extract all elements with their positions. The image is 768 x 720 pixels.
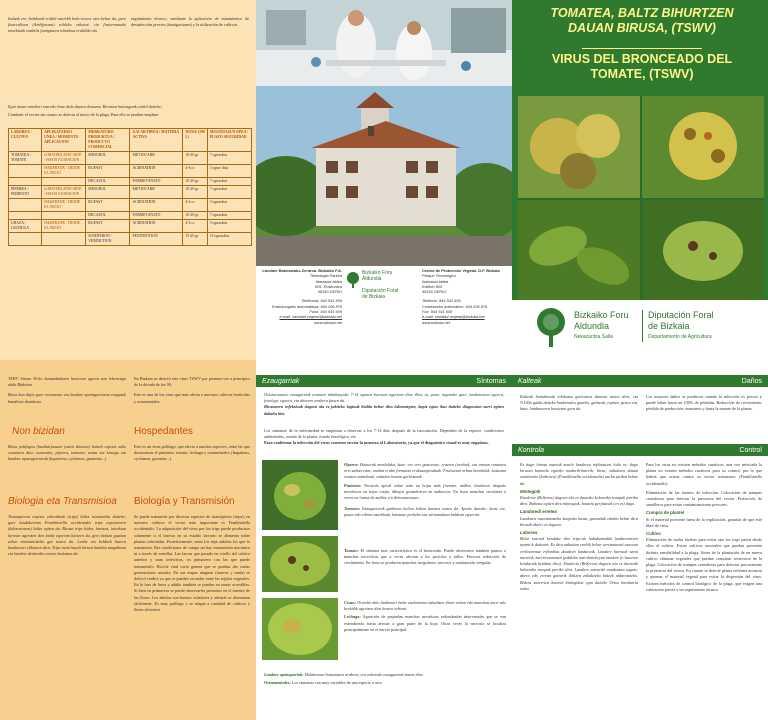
intro-right-text: seguimiento técnico, mediante la aplicación de tratamientos de desinfección previos (fumigaciones) y la utilización de cultivos. <box>131 16 249 28</box>
cover-title-eu: TOMATEA, BALTZ BIHURTZEN DAUAN BIRUSA, (TSWV) <box>550 6 734 35</box>
address-right-line: Fax: 944 541 608 <box>422 309 453 315</box>
table-row <box>9 233 252 246</box>
control-intro-es: Para los virus no existen métodos curativos, una vez infectada la planta no existen métodos curativos para su control, por lo que habría que actuar contra su vector transmisor (Frankliniella occidentalis). <box>646 462 762 486</box>
logo-org-1: Bizkaiko Foru <box>362 270 393 276</box>
lab-scientists-image <box>256 0 512 86</box>
cover-logo-es3: Departamento de Agricultura <box>648 334 712 340</box>
lettuce-photo <box>262 598 338 660</box>
table-cell: RUFAST <box>86 220 130 233</box>
control-eu-text-1: Emaleria (Belferoa) dagoen ala ez dantoko kolorezko tranpak jarriko dira. Babestu egiten dira mintegiak, batartu gerjiazeak (en ez) dago. <box>520 495 638 507</box>
control-bar-es: Control <box>739 446 762 454</box>
panel-bottom-left <box>0 360 256 720</box>
table-cell: 7 egunekoa <box>207 152 251 165</box>
col-header: APLIKATZEKO UNEA / MOMENTO APLICACION <box>42 129 86 152</box>
table-caption-eu: Egin ninan emaltori rzarriko hoze dula duzten desnunu. Bereziaz batrezgoak erabil daiteke; <box>8 104 163 109</box>
table-row <box>9 186 252 199</box>
address-left <box>260 268 342 325</box>
damage-text-es: Los mayores daños se producen cuando la infección es precoz y puede haber hasta un 100% de pérdidas. Reducción de crecimiento, pérdida de producción, enanismo y hasta la muerte de la planta. <box>646 394 762 412</box>
contact-area <box>256 266 512 360</box>
pepper-photo <box>262 460 338 530</box>
col-header: GAI AKTIBOA / MATERIA ACTIVA <box>130 129 183 152</box>
cover-logo-es1: Diputación Foral <box>648 310 714 320</box>
address-right-line: Edificio 800 <box>422 283 443 289</box>
cover-photos <box>518 96 764 302</box>
table-caption-es: Combatir el vector sin cuanto se detecta al inicio de la plaga. Para ello se pueden emplear: <box>8 112 160 117</box>
table-cell: 10-20 gr <box>183 212 207 220</box>
logo-org-2: Aldundia <box>362 276 382 282</box>
panel-bottom-right <box>512 360 768 720</box>
tomato-leaf-symptom-image <box>262 536 338 592</box>
address-left-title: Landare Babesarako Zentroa. Bizkaiko F.A. <box>262 268 342 273</box>
logo-org-4: de Bizkaia <box>362 294 386 300</box>
table-cell: 4-6 cc <box>183 220 207 233</box>
control-eu-text-2: Landarea ostuntziatzeko kanpoko hasta, garantiak edukin behar dira birusik ekarri ez dagoen. <box>520 515 638 527</box>
table-cell: 10-20 gr <box>183 178 207 186</box>
control-eu-head-2: Landaredi erretea <box>520 509 557 515</box>
damage-text-eu: Kalteak hamabosak inhikatza gisetxatea dausan izaten dira, eta %100a galda daiteke haskirnales ganeko, galtzeak, espitzo, geura eta, bata, landareuren hotsietan gera da. <box>520 394 638 412</box>
table-cell: 3 egunekoa <box>207 220 251 233</box>
address-right-line: 48160 DERIO <box>422 289 447 295</box>
table-cell: 7 egunekoa <box>207 178 251 186</box>
symptom-tomato-es: Tomate: El síntoma más característico es el bronceado. Puede observarse también puntos o manchas necróticas que a veces afectan a los peciolos y tallos. Provoca reducción de crecimiento. En fruto se producen manchas irregulares, necrosis y maduración irregular. <box>344 548 506 566</box>
table-cell: 7 egunekoa <box>207 212 251 220</box>
cover-logo-divider <box>642 310 643 342</box>
address-left-line: 48160 DERIO <box>317 289 342 295</box>
cover-title-divider <box>582 48 702 49</box>
tomato-photo <box>262 536 338 592</box>
table-cell <box>9 212 42 220</box>
control-bar <box>512 444 768 456</box>
table-cell: FORMETANATO <box>130 212 183 220</box>
control-eu-column <box>520 462 638 714</box>
intro-eu-p1: TSWV birusa 90.ko hamarkadaren hasieran agertu zan lehenengo aldiz Bizkaian. <box>8 376 126 388</box>
table-cell: 10-20 gr <box>183 152 207 165</box>
table-cell: 10-20 gr <box>183 186 207 199</box>
table-cell: 15 egunekoa <box>207 233 251 246</box>
pepper-symptom-image <box>262 460 338 530</box>
body-biologia-eu: Tisanopteroa espezie ezberdinak (trips) bidez transmititu daiteke; gure landaketetan Frankliniella occidentalis trips espeziearen (hdezenearen) bidez egiten da. Birusa trips bidez, hartzea, intsektua lurrean agertzen den larba egoeran hartzen du, gero bizitza guztian zehar transmititzeko gai izaten da. Larba eta helduek batera landareari elikatzen dira. Trips mota hauek birusa hainbat mugakizun eta landare desberdin artean hedatzen du. <box>8 514 126 557</box>
table-cell: 7 egunekoa <box>207 186 251 199</box>
table-cell: DECAZOL <box>86 212 130 220</box>
table-cell: FENITROTION <box>130 233 183 246</box>
insecticide-table <box>8 128 252 246</box>
address-left-line: Teknologia Parkea <box>309 273 342 279</box>
symptom-pepper-es: Pimiento: Necrosis apical sobre todo en hojas más jóvenes, anillos cloróticos después necróticos en hojas viejas, dibujos geométricos en arabescos. En fruto manchas circulares a veces en forma de anillos y/o deformaciones. <box>344 482 507 501</box>
intro-eu <box>8 376 126 405</box>
table-row <box>9 220 252 233</box>
table-cell: HASIERATIK / DESDE EL INICIO <box>42 220 86 233</box>
table-cell <box>9 165 42 178</box>
control-es-text-3: Eliminación de malas hierbas para evitar que los trips pasen desde ellas al cultivo. Evitar cultivos asociados que puedan presentar distinta sensibilidad a la plaga. Antes de la plantación de un nuevo cultivo eliminar vegetales que puedan constituir reservorio de la plaga. Colocación de trampas cromáticas para detectar precozmente la presencia del vector. En cuanto se detecte planta enferma arrancar y quemar el material vegetal para evitar la dispersión del virus. Existen métodos de control biológico de la plaga, que exigen una valoración previa y un seguimiento técnico. <box>646 537 762 592</box>
table-cell: 4-6 cc <box>183 165 207 178</box>
intro-left-text: Induak ere; holahook erabili aurrekh hola-rezeoe ezin behar da; gero finsecalioen (Ambfyseam) soldeko eskoaut. cin finsta-mataks intsektuak enabiliz fumigasera tekmikoa erabiliko da. <box>8 16 126 34</box>
control-eu-text-3: Belar txarrak kendube dire trips-ak habakomoduk landaretarren ayumi-k daitezen. Ez dira nabaitan erabili behar zereiminenti aurrean erriloarenaz erfionlina daudeen landareak. Landare hurruak sarta aurretik, zurrienoanetzat gedaleko uan-daitekeyan landare (e-lasteren kenduriak kendutu dira). Emaleria (Belferoa) dagoen ala ez duenetik kolorezko tranpak jarriko dira. Landare zezeartik emakoztua zagote, abera edo errean gainetik ibiltzea zabaltzeko bidezk aldaroztzeko. Bidera zuzerrien kontrol biologikoa egin daiteke Orius harakaria sartu. <box>520 536 638 591</box>
intro-es-p1: En Bizkaia se detectó este virus TSWV por primera vez a principios de la década de los 90. <box>134 376 250 388</box>
table-cell: ACRINATRIN <box>130 220 183 233</box>
table-cell: PIPERRA / PIMIENTO <box>9 186 42 199</box>
control-es-column <box>646 462 762 714</box>
table-cell <box>9 233 42 246</box>
cover-logo-block <box>512 300 768 360</box>
bizkaia-tree-logo-icon <box>534 308 568 348</box>
intro-es <box>134 376 250 405</box>
address-right-line: Teléfono: 944 541 609 <box>422 298 461 304</box>
body-non-bizidan: Birus polifagoa (hazibat)ausari (uzten dituena) hainek espezie asko erasotzen ditu: esaterako, piperra, tomatea, uraza eta letxuga eta landare apaingarriarak (hupatiens, cyclamen, gazanias...). <box>8 444 126 462</box>
panel-top-center <box>256 0 512 360</box>
address-right-line: Parque Tecnológico <box>422 273 457 279</box>
col-header: LABOREA / CULTIVO <box>9 129 42 152</box>
col-header: MERKATURO PRODUKTUA / PRODUCTO COMERCIAL <box>86 129 130 152</box>
table-cell: URAZA / LECHUGA <box>9 220 42 233</box>
cover-logo-eu3: Nekazaritza Saila <box>574 334 613 340</box>
tree-logo-icon <box>346 272 360 288</box>
table-row <box>9 199 252 212</box>
table-cell: ACRINATRIN <box>130 199 183 212</box>
table-cell: RUFAST <box>86 199 130 212</box>
symptoms-list <box>344 462 506 519</box>
symptoms-intro-es-p2: Para confirmar la infección del virus conviene enviar la muestra al Laboratorio, ya que el diagnóstico visual es muy engañoso. <box>264 440 489 446</box>
intro-eu-p2: Birus hau dajia gure ortuaretan eta landare apaingarrietan ezagutuk handiena dauskuna. <box>8 392 126 404</box>
table-cell: LORATZEA ZIAN ARTE / HASTA FLORACION <box>42 186 86 199</box>
symptoms-intro-eu-p2: Birusearen infekzioak dagoen ala ez jakiteko laginak bialdu behar dira laborategira, bapiz egiaz ikus daiteke diagnosian zurri egiten dabaltu bitz. <box>264 404 504 416</box>
cover-logo-es2: de Bizkaia <box>648 321 690 331</box>
table-cell <box>9 199 42 212</box>
table-cell: MESUROL <box>86 186 130 199</box>
address-right <box>422 268 508 325</box>
address-right-line: Ibaizabal bidea <box>422 278 449 284</box>
address-right-line: Contestador automático: 944 206 879 <box>422 303 488 309</box>
table-cell: LORATZEA ZIAN ARTE / HASTA FLORACION <box>42 152 86 165</box>
symptoms-intro-es-p1: Los síntomas de la enfermedad se empiezan a observar a los 7-14 días después de la inoculación. Dependen de la especie, condiciones ambientales, estado de la planta, estado fenológico, etc. <box>264 428 504 440</box>
control-bar-eu: Kontrola <box>518 446 545 454</box>
table-cell <box>42 178 86 186</box>
control-eu-head-3: Laborea <box>520 530 538 536</box>
symptom-pepper-eu: Piperra: Hainerak menlalaka, bate; ere orri gazteetan; erazten (orribak, eta emaan onsatzen orri zabaeretan; arabaz erabo formazio erakustapenduak. Fruituetan orban borobilak, batzutan erazten antzekoak, endalan iraana gorbeztuak. <box>344 462 507 480</box>
table-cell <box>42 233 86 246</box>
address-right-web[interactable]: www.bizkaia.net <box>422 319 450 325</box>
table-row <box>9 178 252 186</box>
heading-non-bizidan: Non bizidan <box>12 426 65 437</box>
table-cell: METIOCARB <box>130 152 183 165</box>
table-cell: RUFAST <box>86 165 130 178</box>
table-header-row <box>9 129 252 152</box>
address-left-line: 805. Eraikuntza <box>314 283 342 289</box>
control-es-text-2: Si el material proviene fuera de la explotación, garantía de que esté libre de virus. <box>646 516 762 528</box>
panel-top-right-cover <box>512 0 768 360</box>
heading-biologia-transmision: Biología y Transmisión <box>134 496 235 507</box>
address-left-line: Telefonoa: 944 541 609 <box>301 298 342 304</box>
table-cell: ACRINATRIN <box>130 165 183 178</box>
symptom-lettuce-eu: Uraza: Orrialm ahlo landonari balte ezaharenno zabaltzen diran orban edo manchas zurri tale herkidik agertzen dira hasien orbean. <box>344 600 506 612</box>
table-row <box>9 165 252 178</box>
symptoms-lettuce <box>344 600 506 633</box>
table-cell: DECAZOL <box>86 178 130 186</box>
logo-org-3: Diputación Foral <box>362 288 399 294</box>
intro-es-p2: Este es uno de los virus que más afecta a nuestros cultivos hortícolas y ornamentales. <box>134 392 250 404</box>
table-cell: 15-20 gr <box>183 233 207 246</box>
building-photo <box>256 86 512 266</box>
address-left-email[interactable]: e-mail: sanidad.vegetal@bizkaia.net <box>279 314 342 320</box>
symptoms-intro-eu <box>264 392 504 417</box>
symptoms-bar-es: Síntomas <box>476 377 506 385</box>
table-cell: METIOCARB <box>130 186 183 199</box>
address-left-web[interactable]: www.bizkaia.net <box>314 319 342 325</box>
symptoms-ornamental <box>264 672 506 686</box>
lettuce-symptom-image <box>262 598 338 660</box>
control-es-head-2: Compra de plantel <box>646 510 685 516</box>
symptom-ornamental-es: Ornamentales: Los síntomas son muy variables de una especie a otra. <box>264 680 383 686</box>
symptoms-bar-eu: Ezaugarriak <box>262 377 300 385</box>
lab-photo <box>256 0 512 86</box>
damage-bar-es: Daños <box>741 377 762 385</box>
control-eu-head-1: Mintegiak <box>520 488 541 494</box>
address-left-line: Ibaizabal bidea <box>315 278 342 284</box>
address-right-email[interactable]: e-mail: sanidad.vegetal@bizkaia.net <box>422 314 485 320</box>
table-cell <box>9 178 42 186</box>
cover-title-es: VIRUS DEL BRONCEADO DEL TOMATE, (TSWV) <box>551 52 733 81</box>
body-hospedantes: Este es un virus polífago, que afecta a muchas especies, entre las que destacamos el pimiento, tomate, lechuga y ornamentales (Impatiens, cyclamen, gazanias...). <box>134 444 250 462</box>
tomato-symptom-photos <box>518 96 764 302</box>
heading-hospedantes: Hospedantes <box>134 426 193 437</box>
cover-logo-eu2: Aldundia <box>574 321 610 331</box>
table-cell: HASIERATIK / DESDE EL INICIO <box>42 199 86 212</box>
table-cell: SUMITHION / VERDICTION <box>86 233 130 246</box>
address-left-line: Faxa: 944 541 609 <box>309 309 342 315</box>
table-cell: MESUROL <box>86 152 130 165</box>
col-header: SEGURTASUN EPEA / PLAZO SEGURIDAD <box>207 129 251 152</box>
address-left-line: Erantzungailu automatikoa: 944 206 879 <box>272 303 342 309</box>
symptoms-intro-eu-p1: Oxixiarunaren ezaugarriak erratzen inhabasyobe 7-14 egunen barruan agertzen dira. Beti, ez, pezie, inguruko gure, landarearen egoera, fenologi; egoera, eta ahorren arabera fatzen da. <box>264 392 504 404</box>
cover-logo-eu1: Bizkaiko Foru <box>574 310 629 320</box>
table-row <box>9 152 252 165</box>
heading-biologia-transmisioa: Biologia eta Transmisioa <box>8 496 117 507</box>
table-cell <box>42 212 86 220</box>
table-cell: FORMETANATO <box>130 178 183 186</box>
col-header: DOSIS (100 l.) <box>183 129 207 152</box>
table-cell: 3 egun/ días <box>207 165 251 178</box>
control-intro-eu: Ez dago birusa zuzenik zeaele landarea infektatuen loda ez; dago birusen baimola egiteko modurik-kuterik; birsu; zabaltzen dauan ezsaloanto (bektorea) (Frankliniella occidentalis) aurka jardun behar da. <box>520 462 638 486</box>
table-cell: TOMATEA / TOMATE <box>9 152 42 165</box>
table-cell: 3 egunekoa <box>207 199 251 212</box>
body-biologia-es: Se puede transmitir por diversas especies de tisanópteros (trips); en nuestros cultivos el vector más importante es Frankliniella occidentalis. La adquisición del virus por los trips puede producirse solamente si el insecto en su estadio larvario se alimenta sobre plantas infectadas. Posteriormente, tanto los trips adultos los que lo transmiten. Bio condiciones de campo un hay transmisión mecánica ni a través de semillas. Las larvas que pasado en criollo del cultivo anterior y unas infectivas, en primavera con las que puede transmitirlo. Bicicle vital corto genera que se puedan dar varias generaciones anuales. En sus etapas ninguen (huevos y ninfa) se deficol verdict ya que se pueden esconder entre las tejidos vegetales. En la fase de larva y adulto también se pueden en zonas accesibles. Si bien en primavera se puede observarles presentes en el interior de las flores. Los adultos son buenos voladores y además se diseminan fácilmente. Es muy polífago y se adapta a cantidad de cultivos y flores silvestres. <box>134 514 250 613</box>
symptoms-bar <box>256 375 512 387</box>
symptom-tomato-eu: Tomatea: Ezaugarrerek garbiena helion baltza hartzen izaten da. Aparte daiteke; beste ere, punta edo erbian aztobloak, batzutan perbeko ota zarinanduan baldean egoeran. <box>344 506 506 518</box>
symptom-ornamental-eu: Landare apaingarriak: Halabezran batzutanen arabera, era asketodo ezaugarriak izaten dira. <box>264 672 424 677</box>
address-right-title: Centro de Protección Vegetal. D.F. Bizkaia <box>422 268 500 273</box>
panel-bottom-center <box>256 360 512 720</box>
table-cell: 4-6 cc <box>183 199 207 212</box>
symptom-lettuce-es: Lechuga: Aparición de pequeñas manchas necróticas redondeadas intervenales que se van extendiendo hasta afectar a gran parte de la hoja. Otras veces la necrosis se localiza principalmente en el nervio principal. <box>344 614 506 632</box>
research-center-building-image <box>256 86 512 266</box>
control-es-text-1: Eliminación de las fuentes de infección. Colocación de trampas cromáticas para detectar la presencia del vector. Protección de semilleros para evitar contaminaciones precoces. <box>646 489 762 508</box>
table-row <box>9 212 252 220</box>
damage-bar-eu: Kalteak <box>518 377 542 385</box>
symptoms-intro-es <box>264 428 504 447</box>
panel-top-left <box>0 0 256 360</box>
control-es-head-3: Cultivo <box>646 531 661 537</box>
damage-bar <box>512 375 768 387</box>
table-cell: HASIERATIK / DESDE EL INICIO <box>42 165 86 178</box>
